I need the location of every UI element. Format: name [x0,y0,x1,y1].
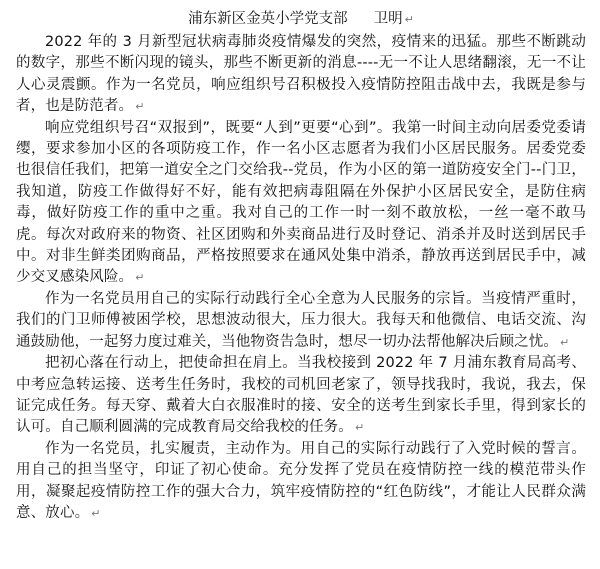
paragraph-mark-icon: ↵ [135,271,145,285]
paragraph-mark-icon: ↵ [404,13,414,26]
paragraph-mark-icon: ↵ [135,100,145,114]
paragraph-mark-icon: ↵ [91,506,101,520]
paragraph-mark-icon: ↵ [560,335,570,349]
body-paragraph-5: 作为一名党员，扎实履责，主动作为。用自己的实际行动践行了入党时候的誓言。用自己的担当坚守，印证了初心使命。充分发挥了党员在疫情防控一线的模范带头作用，凝聚起疫情防控工作的强大合力，筑牢疫情防控的“红色防线”，才能让人民群众满意、放心。 ↵ [16,440,586,521]
school-name: 浦东新区金英小学党支部 [188,11,348,27]
body-paragraph-3: 作为一名党员用自己的实际行动践行全心全意为人民服务的宗旨。当疫情严重时，我们的门卫师傅被困学校，思想波动很大，压力很大。我每天和他微信、电话交流、沟通鼓励他，一起努力度过难关，当他物资告急时，想尽一切办法帮他解决后顾之忧。 ↵ [16,290,586,350]
author-name: 卫明 [373,11,403,27]
body-paragraph-1: 2022 年的 3 月新型冠状病毒肺炎疫情爆发的突然，疫情来的迅猛。那些不断跳动的数字，那些不断闪现的镜头，那些不断更新的消息----无一不让人思绪翻滚，无一不让人心灵震颤。作为一名党员，响应组织号召积极投入疫情防控阻击战中去，我既是参与者，也是防范者。 ↵ [16,34,586,115]
document-header [16,8,586,30]
paragraph-mark-icon: ↵ [354,421,365,435]
body-paragraph-4: 把初心落在行动上，把使命担在肩上。当我校接到 2022 年 7 月浦东教育局高考、中考应急转运接、送考生任务时，我校的司机回老家了，领导找我时，我说，我去，保证完成任务。每天穿、戴着大白衣服准时的接、安全的送考生到家长手里，得到家长的认可。自己顺利圆满的完成教育局交给我校的任务。 ↵ [16,355,586,436]
body-paragraph-2: 响应党组织号召“双报到”，既要“人到”更要“心到”。我第一时间主动向居委党委请缨，要求参加小区的各项防疫工作，作一名小区志愿者为我们小区居民服务。居委党委也很信任我们，把第一道安全之门交给我--党员，作为小区的第一道防疫安全门--门卫，我知道，防疫工作做得好不好，能有效把病毒阻隔在外保护小区居民安全，是防住病毒，做好防疫工作的重中之重。我对自己的工作一时一刻不敢放松，一丝一毫不敢马虎。每次对政府来的物资、社区团购和外卖商品进行及时登记、消杀并及时送到居民手中。对非生鲜类团购商品，严格按照要求在通风处集中消杀，静放再送到居民手中，减少交叉感染风险。 ↵ [16,119,586,286]
